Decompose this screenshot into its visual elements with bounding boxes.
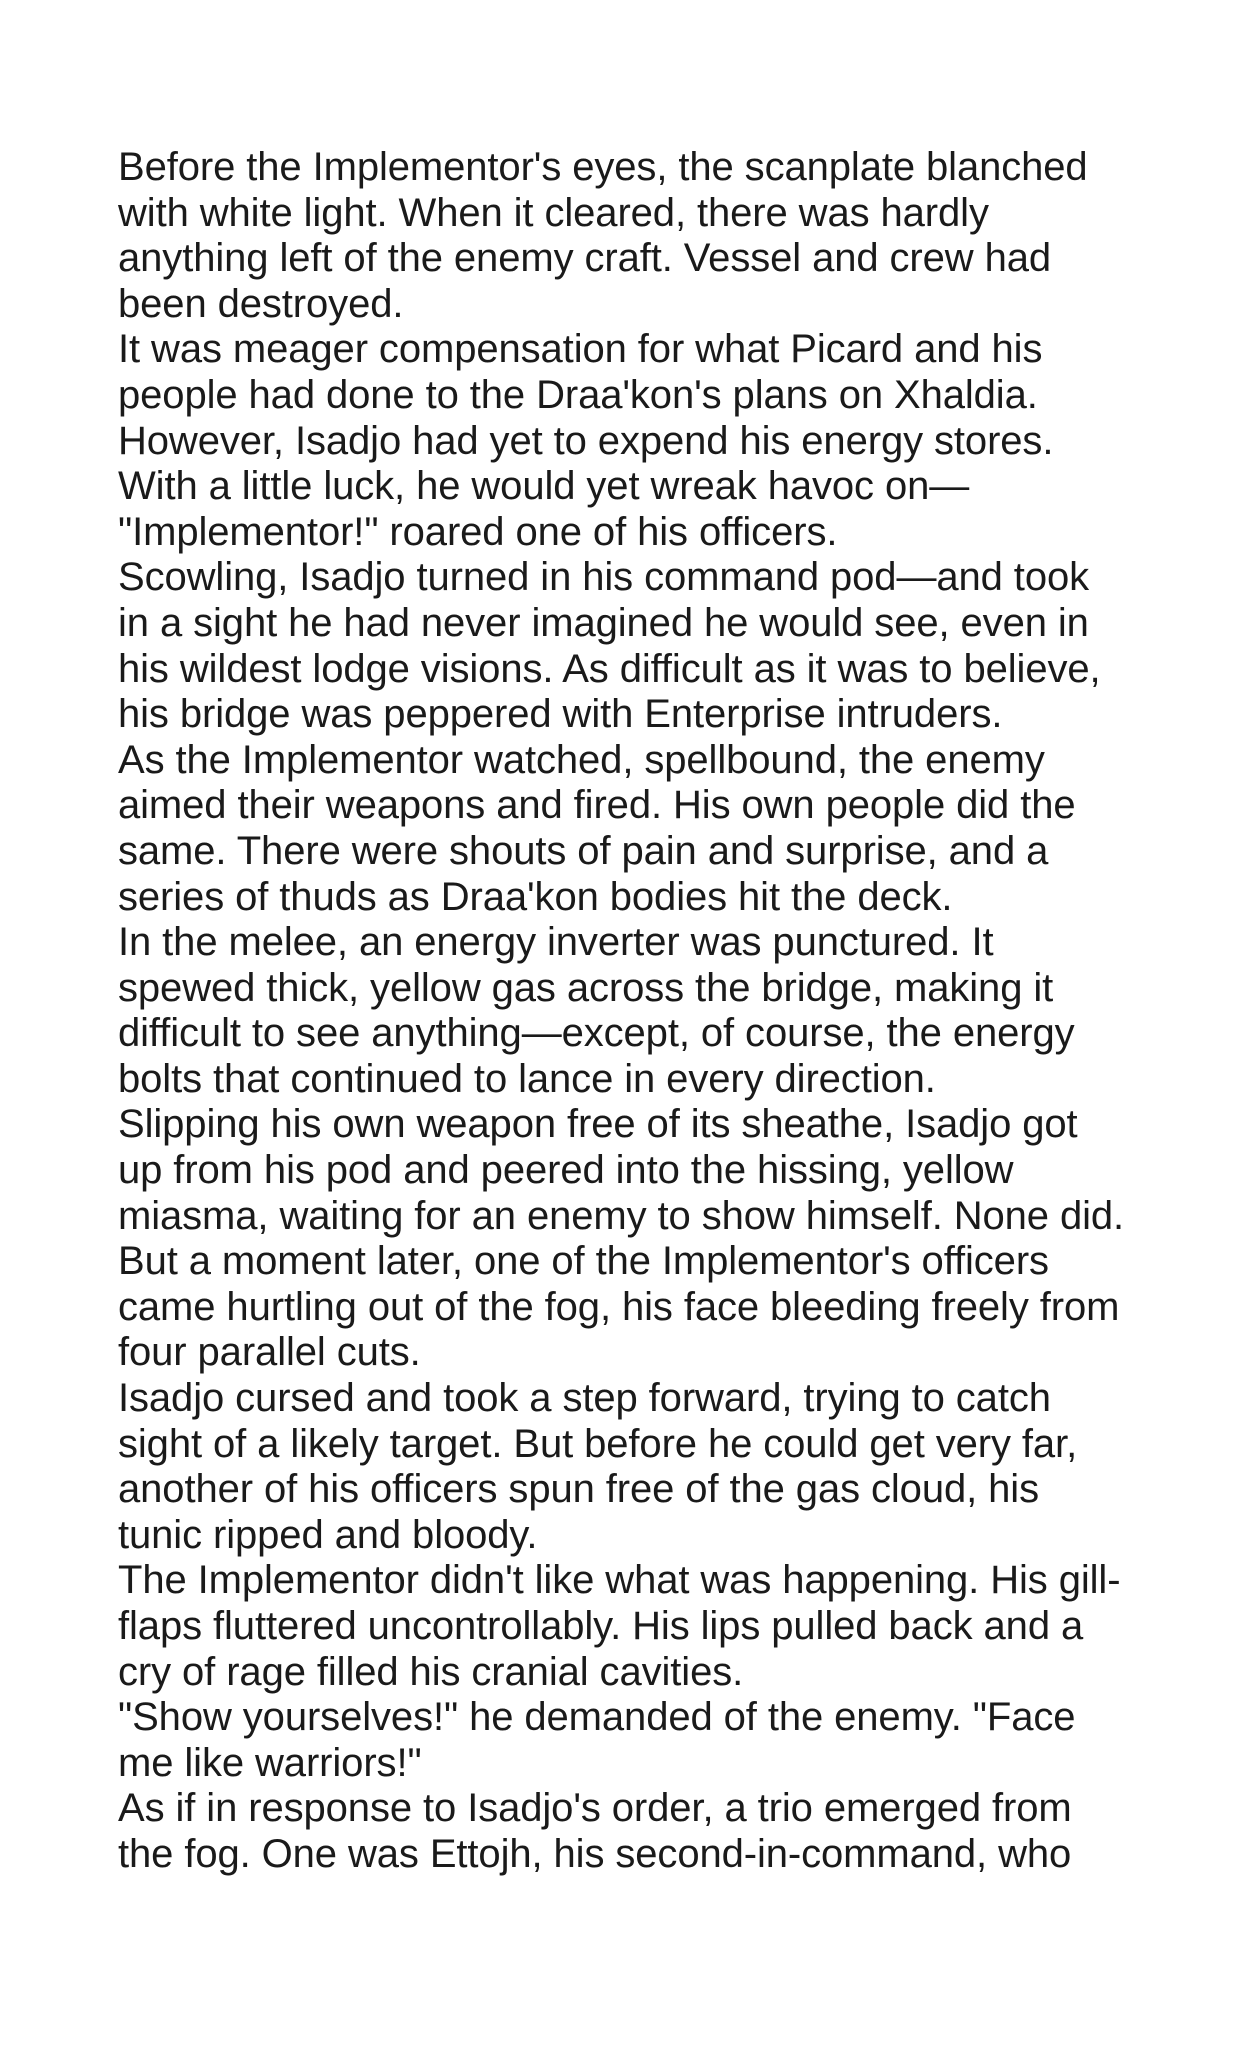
text-line: people had done to the Draa'kon's plans on Xhaldia. bbox=[118, 372, 1038, 417]
text-line: spewed thick, yellow gas across the bridge, making it bbox=[118, 965, 1054, 1010]
text-line: As if in response to Isadjo's order, a trio emerged from bbox=[118, 1786, 1072, 1831]
text-line: Scowling, Isadjo turned in his command pod—and took bbox=[118, 555, 1090, 600]
text-line: tunic ripped and bloody. bbox=[118, 1512, 538, 1557]
text-line: flaps fluttered uncontrollably. His lips pulled back and a bbox=[118, 1604, 1084, 1648]
text-line: Isadjo cursed and took a step forward, trying to catch bbox=[118, 1376, 1051, 1421]
text-line: been destroyed. bbox=[118, 281, 404, 326]
text-line: cry of rage filled his cranial cavities. bbox=[118, 1649, 744, 1694]
text-line: With a little luck, he would yet wreak havoc on— bbox=[118, 464, 970, 509]
text-line: It was meager compensation for what Picard and his bbox=[118, 327, 1043, 372]
text-line: difficult to see anything—except, of course, the energy bbox=[118, 1011, 1075, 1056]
text-line: The Implementor didn't like what was happening. His gill- bbox=[118, 1558, 1121, 1603]
text-line: In the melee, an energy inverter was punctured. It bbox=[118, 920, 994, 965]
text-line: "Implementor!" roared one of his officers. bbox=[118, 509, 838, 554]
text-line: same. There were shouts of pain and surprise, and a bbox=[118, 828, 1049, 873]
text-line: the fog. One was Ettojh, his second-in-command, who bbox=[118, 1831, 1072, 1876]
text-line: miasma, waiting for an enemy to show himself. None did. bbox=[118, 1193, 1125, 1238]
text-line: up from his pod and peered into the hissing, yellow bbox=[118, 1148, 1014, 1193]
text-line: another of his officers spun free of the gas cloud, his bbox=[118, 1467, 1039, 1512]
text-line: me like warriors!" bbox=[118, 1740, 422, 1785]
text-line: Before the Implementor's eyes, the scanplate blanched bbox=[118, 145, 1088, 189]
text-line: series of thuds as Draa'kon bodies hit the deck. bbox=[118, 874, 953, 919]
text-line: came hurtling out of the fog, his face bleeding freely from bbox=[118, 1284, 1120, 1329]
text-line: aimed their weapons and fired. His own people did the bbox=[118, 783, 1076, 828]
text-line: But a moment later, one of the Implementor's officers bbox=[118, 1239, 1049, 1284]
text-line: anything left of the enemy craft. Vessel and crew had bbox=[118, 236, 1052, 281]
text-line: with white light. When it cleared, there was hardly bbox=[118, 190, 989, 235]
text-line: bolts that continued to lance in every direction. bbox=[118, 1056, 936, 1101]
text-line: four parallel cuts. bbox=[118, 1330, 421, 1375]
text-line: in a sight he had never imagined he would see, even in bbox=[118, 600, 1089, 645]
text-line: "Show yourselves!" he demanded of the enemy. "Face bbox=[118, 1695, 1076, 1740]
text-line: his wildest lodge visions. As difficult as it was to believe, bbox=[118, 646, 1101, 691]
document-page bbox=[118, 145, 1148, 1878]
text-line: his bridge was peppered with Enterprise intruders. bbox=[118, 692, 1003, 737]
text-line: sight of a likely target. But before he could get very far, bbox=[118, 1421, 1078, 1466]
text-line: However, Isadjo had yet to expend his energy stores. bbox=[118, 418, 1054, 463]
text-line: As the Implementor watched, spellbound, the enemy bbox=[118, 737, 1045, 782]
text-line: Slipping his own weapon free of its sheathe, Isadjo got bbox=[118, 1102, 1078, 1147]
